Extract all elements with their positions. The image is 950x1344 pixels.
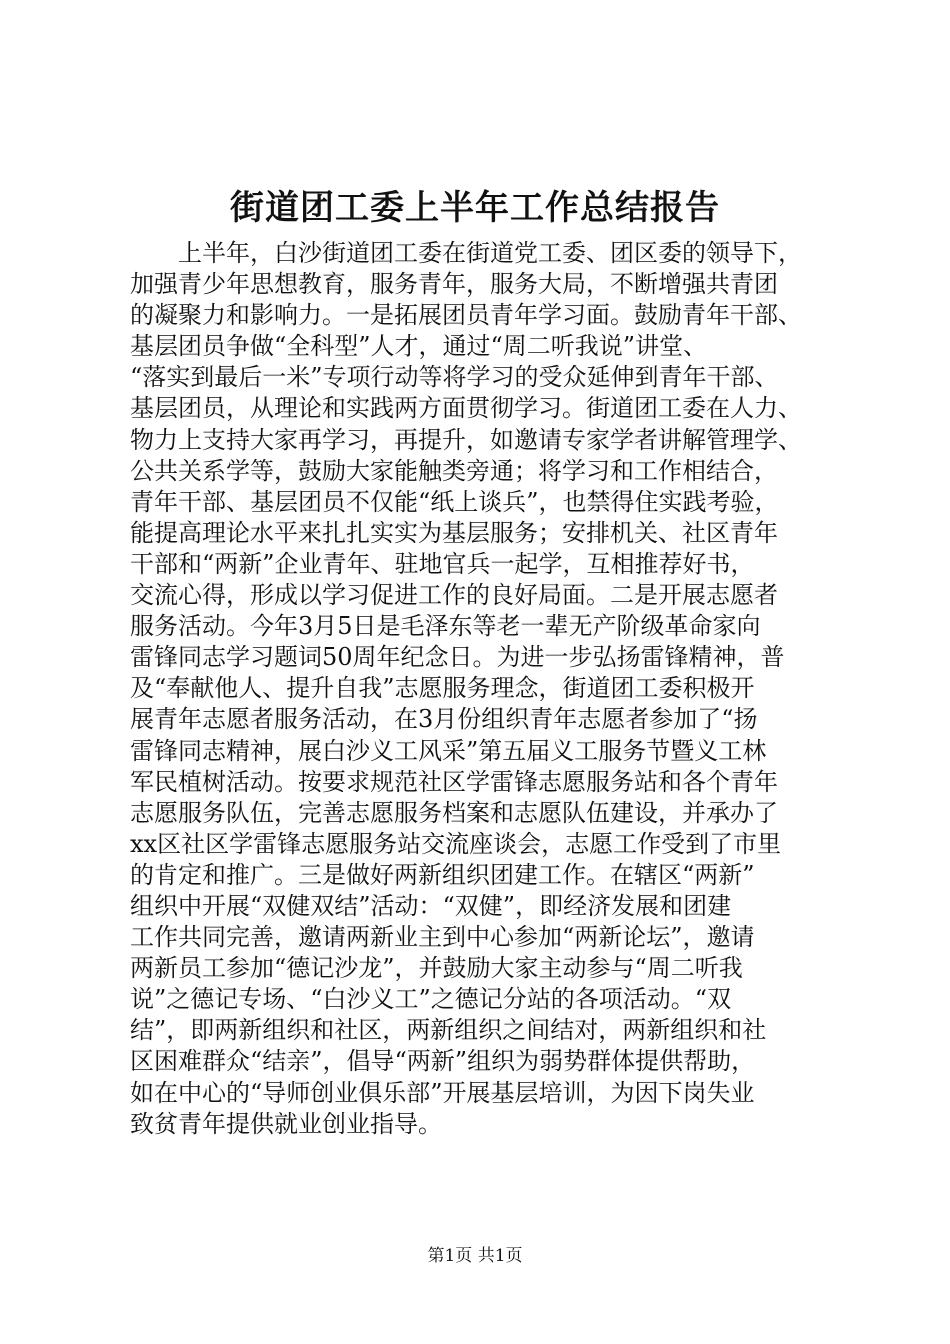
body-line: 如在中心的“导师创业俱乐部”开展基层培训，为因下岗失业 (130, 1078, 755, 1107)
body-line: “落实到最后一米”专项行动等将学习的受众延伸到青年干部、 (130, 363, 779, 392)
body-line: 雷锋同志精神，展白沙义工风采”第五届义工服务节暨义工林 (130, 736, 767, 765)
document-body (130, 238, 830, 1140)
body-line: 基层团员，从理论和实践两方面贯彻学习。街道团工委在人力、 (130, 394, 802, 423)
body-line: 基层团员争做“全科型”人才，通过“周二听我说”讲堂、 (130, 332, 708, 361)
body-line: 工作共同完善，邀请两新业主到中心参加“两新论坛”，邀请 (130, 923, 755, 952)
document-title: 街道团工委上半年工作总结报告 (230, 188, 720, 228)
page-number-footer: 第1页 共1页 (427, 1246, 523, 1266)
body-line: 上半年，白沙街道团工委在街道党工委、团区委的领导下， (178, 239, 802, 267)
body-line: 军民植树活动。按要求规范社区学雷锋志愿服务站和各个青年 (130, 767, 778, 796)
body-line: 展青年志愿者服务活动，在3月份组织青年志愿者参加了“扬 (130, 705, 758, 734)
body-line: 的凝聚力和影响力。一是拓展团员青年学习面。鼓励青年干部、 (130, 301, 802, 330)
body-line: 服务活动。今年3月5日是毛泽东等老一辈无产阶级革命家向 (130, 612, 761, 641)
body-line: 交流心得，形成以学习促进工作的良好局面。二是开展志愿者 (130, 581, 778, 610)
body-line: 区困难群众“结亲”，倡导“两新”组织为弱势群体提供帮助， (130, 1047, 756, 1076)
body-line: 公共关系学等，鼓励大家能触类旁通；将学习和工作相结合， (130, 456, 778, 485)
body-line: 青年干部、基层团员不仅能“纸上谈兵”，也禁得住实践考验， (130, 487, 779, 516)
body-line: 加强青少年思想教育，服务青年，服务大局，不断增强共青团 (130, 270, 778, 299)
body-line: 志愿服务队伍，完善志愿服务档案和志愿队伍建设，并承办了 (130, 798, 778, 827)
body-line: 物力上支持大家再学习，再提升，如邀请专家学者讲解管理学、 (130, 425, 802, 454)
body-line: 两新员工参加“德记沙龙”，并鼓励大家主动参与“周二听我 (130, 954, 743, 983)
body-line: 组织中开展“双健双结”活动：“双健”，即经济发展和团建 (130, 891, 732, 920)
body-line: 能提高理论水平来扎扎实实为基层服务；安排机关、社区青年 (130, 518, 778, 547)
body-line: 及“奉献他人、提升自我”志愿服务理念，街道团工委积极开 (130, 674, 755, 703)
body-line: 致贫青年提供就业创业指导。 (130, 1109, 442, 1138)
body-line: 的肯定和推广。三是做好两新组织团建工作。在辖区“两新” (130, 860, 755, 889)
body-line: 结”，即两新组织和社区，两新组织之间结对，两新组织和社 (130, 1016, 767, 1045)
body-line: 干部和“两新”企业青年、驻地官兵一起学，互相推荐好书， (130, 549, 755, 578)
body-line: xx区社区学雷锋志愿服务站交流座谈会，志愿工作受到了市里 (130, 829, 782, 858)
body-line: 雷锋同志学习题词50周年纪念日。为进一步弘扬雷锋精神，普 (130, 643, 785, 672)
body-line: 说”之德记专场、“白沙义工”之德记分站的各项活动。“双 (130, 985, 732, 1014)
